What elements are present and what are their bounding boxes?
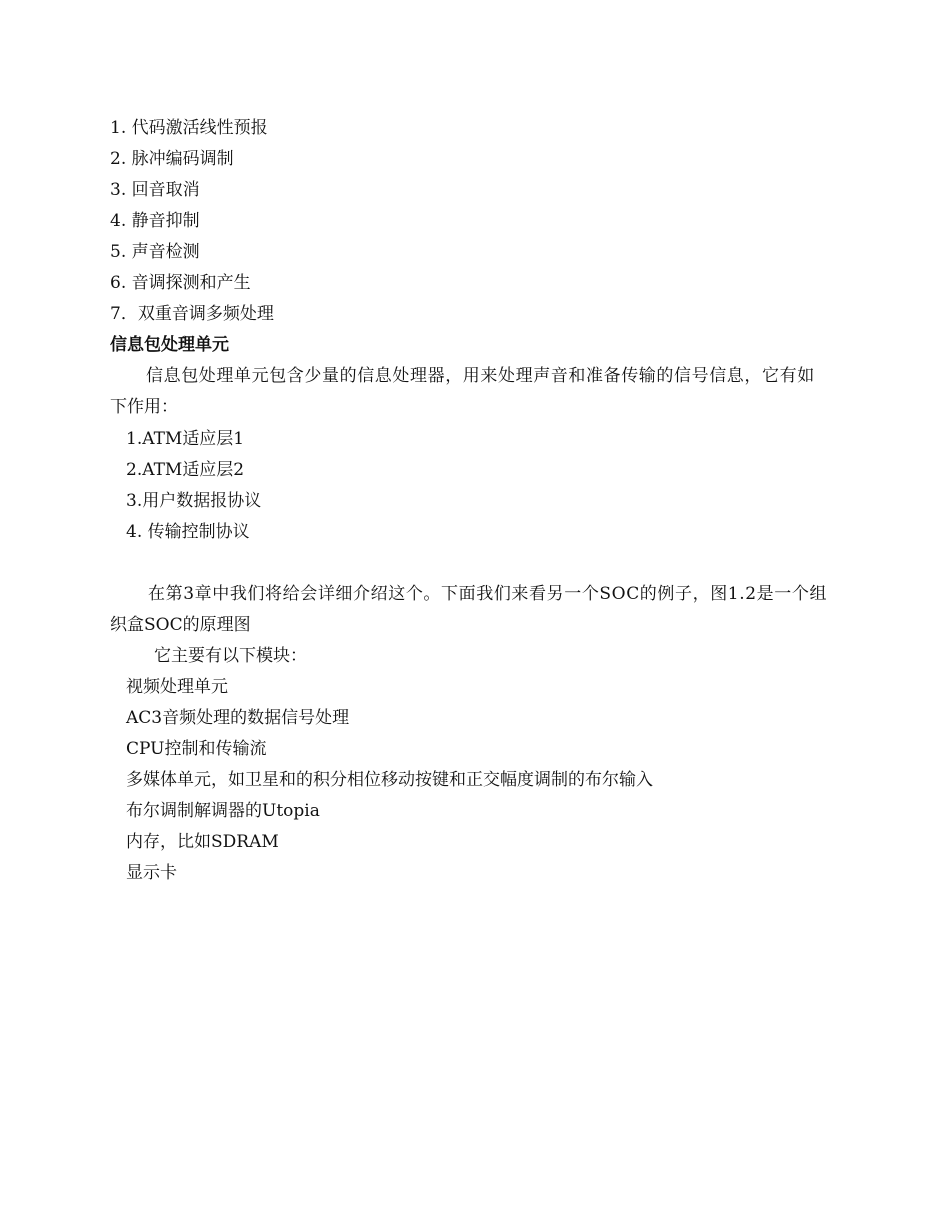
list1-item-1: 1. 代码激活线性预报 — [110, 118, 268, 138]
intro-paragraph-line-2: 下作用： — [110, 397, 178, 417]
list1-item-5: 5. 声音检测 — [110, 242, 200, 262]
list2-item-1: 1.ATM适应层1 — [126, 429, 245, 449]
list1-item-2: 2. 脉冲编码调制 — [110, 149, 234, 169]
module-item-4: 多媒体单元，如卫星和的积分相位移动按键和正交幅度调制的布尔输入 — [126, 770, 653, 790]
list1-item-3: 3. 回音取消 — [110, 180, 200, 200]
module-item-3: CPU控制和传输流 — [126, 739, 267, 759]
list2-item-2: 2.ATM适应层2 — [126, 460, 245, 480]
list1-item-7: 7．双重音调多频处理 — [110, 304, 274, 324]
module-item-5: 布尔调制解调器的Utopia — [126, 801, 320, 821]
module-item-2: AC3音频处理的数据信号处理 — [126, 708, 350, 728]
list2-item-3: 3.用户数据报协议 — [126, 491, 262, 511]
list2-item-4: 4. 传输控制协议 — [126, 522, 250, 542]
modules-intro: 它主要有以下模块： — [154, 646, 307, 666]
list1-item-6: 6. 音调探测和产生 — [110, 273, 251, 293]
section-heading: 信息包处理单元 — [110, 335, 229, 355]
module-item-1: 视频处理单元 — [126, 677, 228, 697]
module-item-6: 内存，比如SDRAM — [126, 832, 279, 852]
chapter-paragraph-line-1: 在第3章中我们将给会详细介绍这个。下面我们来看另一个SOC的例子，图1.2是一个组 — [148, 584, 828, 604]
list1-item-4: 4. 静音抑制 — [110, 211, 200, 231]
intro-paragraph-line-1: 信息包处理单元包含少量的信息处理器，用来处理声音和准备传输的信号信息，它有如 — [146, 366, 815, 386]
chapter-paragraph-line-2: 织盒SOC的原理图 — [110, 615, 251, 635]
module-item-7: 显示卡 — [126, 863, 177, 883]
